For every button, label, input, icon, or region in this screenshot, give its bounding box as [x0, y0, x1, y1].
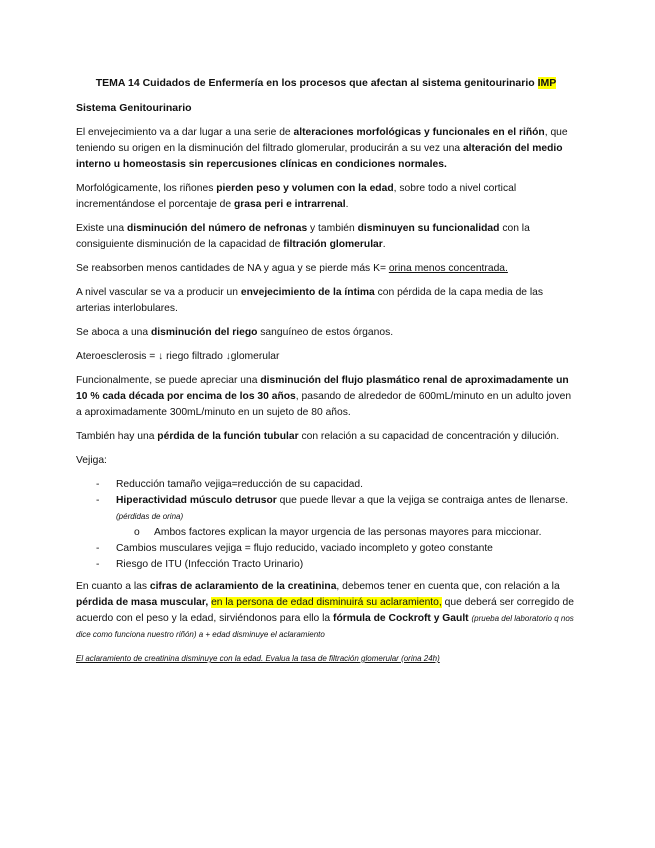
vejiga-label: Vejiga:	[76, 455, 107, 466]
document-body	[76, 75, 576, 667]
text: Morfológicamente, los riñones	[76, 183, 217, 194]
bold-text: fórmula de Cockroft y Gault	[333, 613, 469, 624]
text: que puede llevar a que la vejiga se contraiga antes de llenarse.	[276, 495, 569, 506]
paragraph-riego	[76, 325, 576, 341]
bold-text: cifras de aclaramiento de la creatinina	[149, 581, 337, 592]
paragraph-funcion-tubular	[76, 429, 576, 445]
text: Se aboca a una	[76, 327, 151, 338]
list-item	[76, 557, 576, 573]
text: , que teniendo su origen en la disminución del filtrado glomerular, producirán a su vez una	[76, 127, 568, 154]
section-heading: Sistema Genitourinario	[76, 102, 192, 114]
annotation-text: (pérdidas de orina)	[116, 512, 184, 521]
paragraph-flujo-plasmatico	[76, 373, 576, 421]
paragraph-aclaramiento	[76, 579, 576, 643]
text: Funcionalmente, se puede apreciar una	[76, 375, 261, 386]
bold-text: grasa peri e intrarrenal	[234, 199, 346, 210]
paragraph-reabsorcion	[76, 261, 576, 277]
text: que deberá ser corregido de acuerdo con el peso y la edad, sirviéndonos para ello la	[76, 597, 574, 624]
text: .	[345, 199, 349, 210]
paragraph-morfologia	[76, 181, 576, 213]
text: .	[382, 239, 386, 250]
annotation-text: (prueba del laboratorio q nos dice como funciona nuestro riñón) a + edad disminuye el aclaramiento	[76, 614, 574, 639]
list-item	[76, 477, 576, 493]
bold-text: envejecimiento de la íntima	[240, 287, 375, 298]
paragraph-envejecimiento	[76, 125, 576, 173]
title-text: TEMA 14 Cuidados de Enfermería en los procesos que afectan al sistema genitourinario	[95, 77, 538, 89]
text: , pasando de alrededor de 600mL/minuto en un adulto joven a aproximadamente 300mL/minuto en un sujeto de 80 años.	[76, 391, 572, 418]
bold-text: pérdida de masa muscular,	[76, 597, 209, 608]
paragraph-vascular	[76, 285, 576, 317]
text: Reducción tamaño vejiga=reducción de su capacidad.	[116, 479, 363, 490]
bold-text: filtración glomerular	[283, 239, 383, 250]
bold-text: pérdida de la función tubular	[157, 431, 299, 442]
text: Existe una	[76, 223, 127, 234]
text: Cambios musculares vejiga = flujo reducido, vaciado incompleto y goteo constante	[116, 543, 493, 554]
bold-text: alteraciones morfológicas y funcionales en el riñón	[293, 127, 545, 138]
text: Se reabsorben menos cantidades de NA y agua y se pierde más K=	[76, 263, 389, 274]
bold-text: disminución del número de nefronas	[126, 223, 308, 234]
text: , debemos tener en cuenta que, con relación a la	[336, 581, 560, 592]
sub-list-item: o Ambos factores explican la mayor urgencia de las personas mayores para miccionar.	[116, 525, 576, 541]
bold-text: alteración del medio interno u homeostasis sin repercusiones clínicas en condiciones normales.	[76, 143, 563, 170]
list-item	[76, 541, 576, 557]
sub-list	[116, 525, 576, 541]
bold-text: disminución del flujo plasmático renal de aproximadamente un 10 % cada década por encima de los 30 años	[76, 375, 569, 402]
page-title	[76, 75, 576, 91]
text: sanguíneo de estos órganos.	[257, 327, 394, 338]
text: El envejecimiento va a dar lugar a una serie de	[76, 127, 294, 138]
text: En cuanto a las	[76, 581, 150, 592]
bold-text: disminuyen su funcionalidad	[357, 223, 500, 234]
bold-text: Hiperactividad músculo detrusor	[116, 495, 277, 506]
bold-text: pierden peso y volumen con la edad	[216, 183, 394, 194]
list-item	[76, 493, 576, 541]
text: con la consiguiente disminución de la capacidad de	[76, 223, 530, 250]
text: , sobre todo a nivel cortical incrementándose el porcentaje de	[76, 183, 517, 210]
vejiga-list	[76, 477, 576, 573]
footnote: El aclaramiento de creatinina disminuye con la edad. Evalua la tasa de filtración glomerular (orina 24h)	[76, 654, 440, 663]
text: También hay una	[76, 431, 158, 442]
text: Riesgo de ITU (Infección Tracto Urinario)	[116, 559, 304, 570]
paragraph-ateroesclerosis: Ateroesclerosis = ↓ riego filtrado ↓glomerular	[76, 351, 280, 362]
paragraph-nefronas	[76, 221, 576, 253]
text: A nivel vascular se va a producir un	[76, 287, 241, 298]
title-imp-highlight: IMP	[537, 77, 557, 89]
text: con pérdida de la capa media de las arterias interlobulares.	[76, 287, 544, 314]
underlined-text: orina menos concentrada.	[388, 263, 508, 274]
highlighted-text: en la persona de edad disminuirá su aclaramiento,	[211, 597, 442, 608]
text: con relación a su capacidad de concentración y dilución.	[298, 431, 560, 442]
bold-text: disminución del riego	[151, 327, 258, 338]
text: y también	[307, 223, 358, 234]
